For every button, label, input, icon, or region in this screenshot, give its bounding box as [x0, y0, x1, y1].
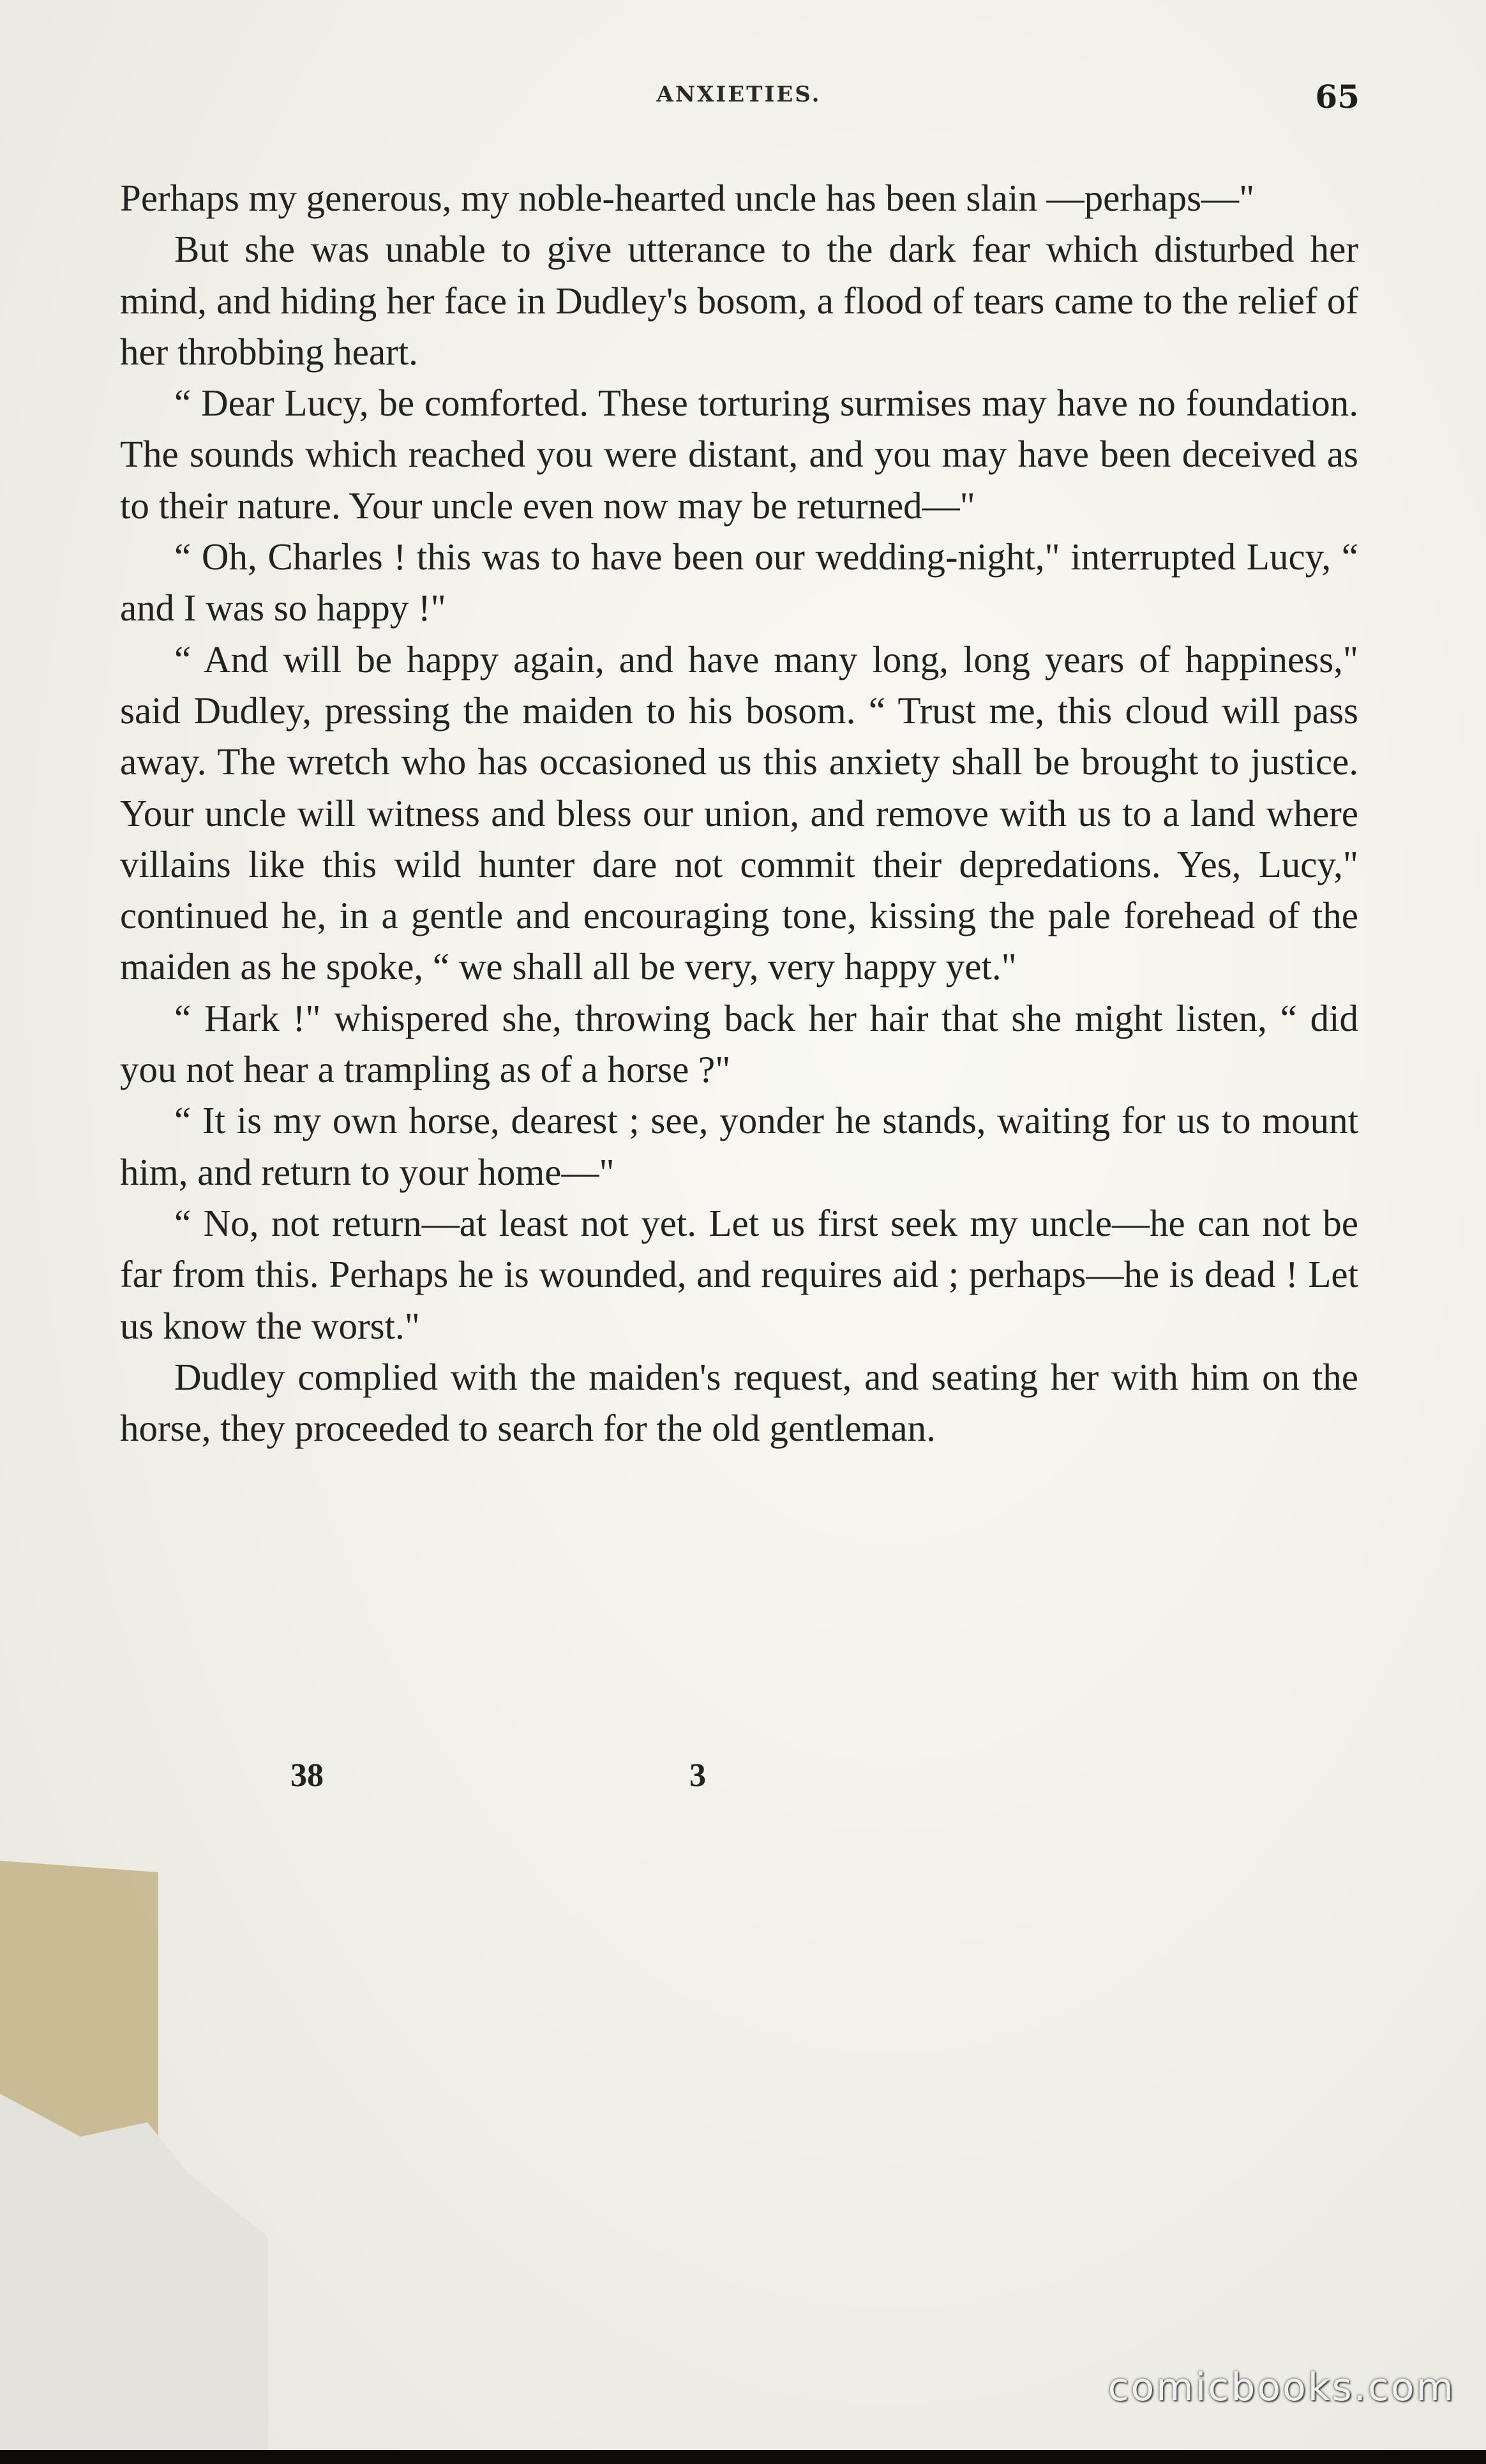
body-text [120, 172, 1358, 1454]
paragraph: Dudley complied with the maiden's request, and seating her with him on the horse, they proceeded to search for the old gentleman. [120, 1355, 1358, 1450]
page-number: 65 [1315, 78, 1360, 116]
paragraph: “ Dear Lucy, be comforted. These torturing surmises may have no foundation. The sounds which reached you were distant, and you may have been deceived as to their nature. Your uncle even now may be returned—" [120, 382, 1358, 527]
torn-corner [0, 2094, 268, 2450]
paragraph: “ And will be happy again, and have many long, long years of happiness," said Dudley, pressing the maiden to his bosom. “ Trust me, this cloud will pass away. The wretch who has occasioned us this anxiety shall be brought to justice. Your uncle will witness and bless our union, and remove with us to a land where villains like this wild hunter dare not commit their depredations. Yes, Lucy," continued he, in a gentle and encouraging tone, kissing the pale forehead of the maiden as he spoke, “ we shall all be very, very happy yet." [120, 638, 1358, 988]
paragraph: “ Oh, Charles ! this was to have been our wedding-night," interrupted Lucy, “ and I was so happy !" [120, 536, 1358, 629]
paragraph: But she was unable to give utterance to the dark fear which disturbed her mind, and hiding her face in Dudley's bosom, a flood of tears came to the relief of her throbbing heart. [120, 228, 1358, 373]
paper-stain [0, 1861, 158, 2148]
paragraph: Perhaps my generous, my noble-hearted uncle has been slain —perhaps—" [120, 177, 1255, 219]
paragraph: “ No, not return—at least not yet. Let us first seek my uncle—he can not be far from this. Perhaps he is wounded, and requires aid ; perhaps—he is dead ! Let us know the worst." [120, 1201, 1358, 1347]
running-head: ANXIETIES. [656, 82, 822, 107]
signature-mark: 38 [290, 1757, 324, 1794]
signature-number: 3 [689, 1757, 706, 1794]
watermark: comicbooks.com [1107, 2365, 1455, 2410]
paragraph: “ It is my own horse, dearest ; see, yonder he stands, waiting for us to mount him, and return to your home—" [120, 1099, 1358, 1193]
paragraph: “ Hark !" whispered she, throwing back her hair that she might listen, “ did you not hear a trampling as of a horse ?" [120, 996, 1358, 1091]
page-header [118, 78, 1360, 133]
